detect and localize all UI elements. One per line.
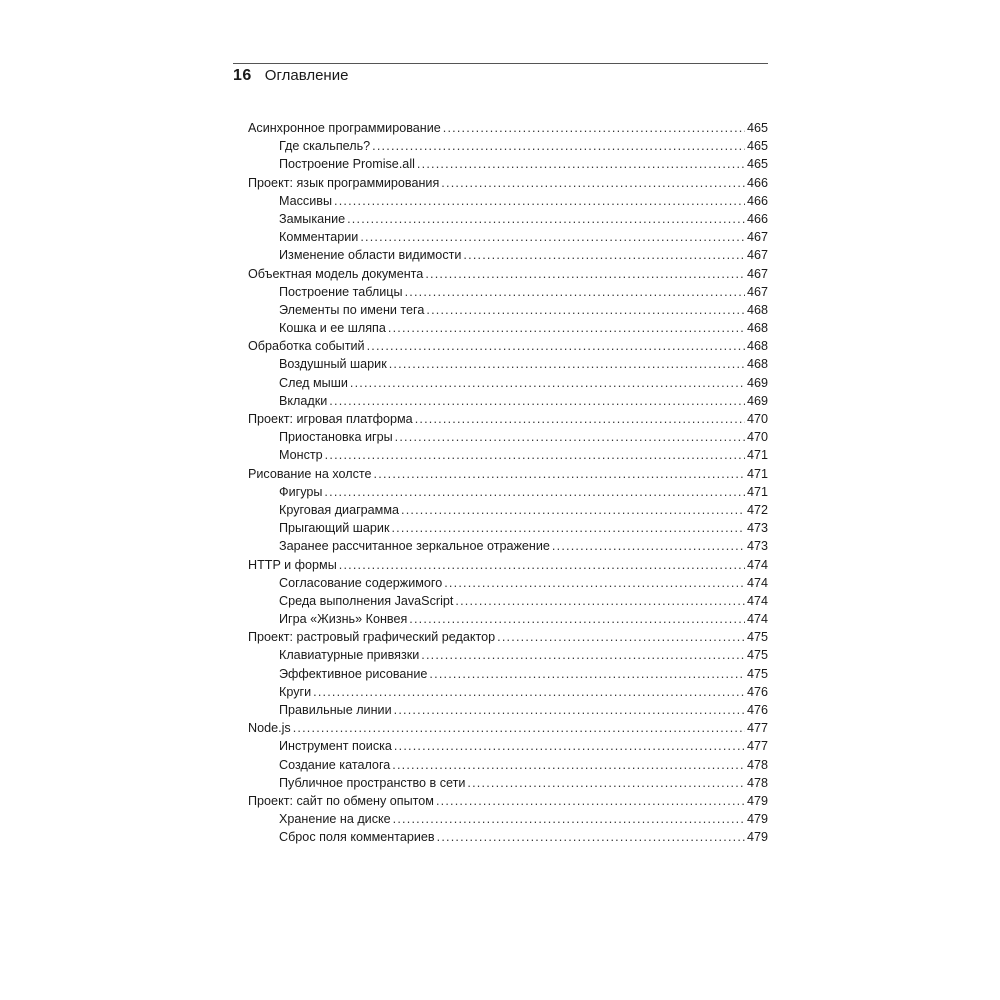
toc-entry-title: Инструмент поиска: [279, 739, 392, 754]
toc-entry-page: 466: [746, 175, 768, 190]
toc-dot-leader: [391, 519, 745, 537]
toc-entry-page: 471: [746, 484, 768, 499]
toc-entry-page: 475: [746, 630, 768, 645]
toc-entry-page: 465: [746, 157, 768, 172]
toc-dot-leader: [394, 737, 745, 755]
toc-section-entry: [248, 392, 768, 410]
toc-entry-page: 474: [746, 612, 768, 627]
page-number: 16: [233, 67, 252, 84]
toc-entry-title: Обработка событий: [248, 339, 365, 354]
toc-entry-title: Построение Promise.all: [279, 157, 415, 172]
toc-dot-leader: [444, 574, 745, 592]
toc-section-entry: [248, 246, 768, 264]
toc-dot-leader: [393, 810, 745, 828]
toc-entry-page: 470: [746, 412, 768, 426]
toc-entry-title: Комментарии: [279, 230, 359, 245]
toc-entry-page: 478: [746, 775, 768, 790]
toc-dot-leader: [437, 828, 745, 846]
toc-dot-leader: [360, 228, 745, 246]
toc-entry-title: Создание каталога: [279, 757, 391, 772]
toc-entry-title: Проект: язык программирования: [248, 175, 440, 190]
toc-dot-leader: [350, 374, 745, 392]
toc-entry-title: Приостановка игры: [279, 430, 393, 445]
toc-entry-page: 477: [746, 739, 768, 754]
toc-dot-leader: [417, 155, 745, 173]
toc-dot-leader: [455, 592, 745, 610]
toc-entry-title: Игра «Жизнь» Конвея: [279, 612, 408, 627]
running-head: [233, 67, 348, 87]
toc-entry-title: Асинхронное программирование: [248, 121, 441, 135]
toc-dot-leader: [552, 537, 745, 555]
toc-entry-title: Проект: растровый графический редактор: [248, 630, 496, 645]
toc-dot-leader: [425, 265, 745, 283]
toc-section-entry: [248, 828, 768, 846]
toc-section-entry: [248, 428, 768, 446]
toc-entry-title: Массивы: [279, 193, 333, 208]
toc-entry-title: Построение таблицы: [279, 284, 403, 299]
toc-dot-leader: [421, 646, 745, 664]
toc-dot-leader: [467, 774, 745, 792]
toc-entry-title: Прыгающий шарик: [279, 521, 390, 536]
toc-section-entry: [248, 210, 768, 228]
toc-section-entry: [248, 228, 768, 246]
toc-dot-leader: [374, 465, 745, 483]
toc-entry-page: 467: [746, 266, 768, 281]
toc-dot-leader: [339, 556, 745, 574]
toc-section-entry: [248, 737, 768, 755]
toc-entry-title: Публичное пространство в сети: [279, 775, 466, 790]
toc-chapter-entry: [248, 719, 768, 737]
toc-entry-page: 466: [746, 193, 768, 208]
toc-chapter-entry: [248, 265, 768, 283]
toc-dot-leader: [392, 756, 745, 774]
toc-entry-page: 467: [746, 284, 768, 299]
toc-chapter-entry: [248, 792, 768, 810]
toc-section-entry: [248, 810, 768, 828]
toc-section-entry: [248, 483, 768, 501]
toc-entry-page: 467: [746, 248, 768, 263]
toc-entry-page: 468: [746, 357, 768, 372]
toc-entry-title: Node.js: [248, 721, 291, 736]
toc-section-entry: [248, 446, 768, 464]
toc-dot-leader: [409, 610, 745, 628]
toc-section-entry: [248, 701, 768, 719]
toc-entry-page: 477: [746, 721, 768, 736]
toc-entry-page: 475: [746, 648, 768, 663]
toc-dot-leader: [334, 192, 745, 210]
toc-entry-title: Согласование содержимого: [279, 575, 443, 590]
toc-section-entry: [248, 574, 768, 592]
toc-entry-title: След мыши: [279, 375, 348, 390]
toc-entry-page: 479: [746, 812, 768, 827]
toc-dot-leader: [388, 319, 745, 337]
toc-entry-title: Вкладки: [279, 393, 328, 408]
toc-entry-title: HTTP и формы: [248, 557, 337, 572]
toc-section-entry: [248, 155, 768, 173]
toc-dot-leader: [426, 301, 745, 319]
toc-entry-page: 469: [746, 393, 768, 408]
toc-entry-page: 467: [746, 230, 768, 245]
toc-entry-page: 474: [746, 575, 768, 590]
toc-entry-title: Хранение на диске: [279, 812, 391, 827]
toc-dot-leader: [313, 683, 745, 701]
toc-entry-title: Монстр: [279, 448, 323, 463]
table-of-contents: [248, 119, 768, 847]
toc-entry-page: 473: [746, 539, 768, 554]
toc-section-entry: [248, 192, 768, 210]
toc-section-entry: [248, 646, 768, 664]
toc-entry-page: 468: [746, 302, 768, 317]
toc-entry-title: Эффективное рисование: [279, 666, 428, 681]
toc-entry-title: Изменение области видимости: [279, 248, 462, 263]
toc-chapter-entry: [248, 119, 768, 137]
toc-chapter-entry: [248, 337, 768, 355]
toc-entry-page: 472: [746, 502, 768, 517]
toc-entry-page: 469: [746, 375, 768, 390]
toc-entry-page: 468: [746, 321, 768, 336]
toc-section-entry: [248, 537, 768, 555]
toc-entry-page: 468: [746, 339, 768, 354]
toc-section-entry: [248, 683, 768, 701]
toc-dot-leader: [443, 119, 745, 137]
toc-entry-page: 474: [746, 593, 768, 608]
toc-section-entry: [248, 665, 768, 683]
toc-dot-leader: [463, 246, 745, 264]
toc-dot-leader: [497, 628, 745, 646]
toc-entry-page: 471: [746, 466, 768, 481]
toc-dot-leader: [329, 392, 745, 410]
toc-chapter-entry: [248, 556, 768, 574]
toc-entry-title: Элементы по имени тега: [279, 302, 425, 317]
toc-dot-leader: [441, 174, 745, 192]
toc-entry-title: Воздушный шарик: [279, 357, 387, 372]
toc-section-entry: [248, 355, 768, 373]
toc-entry-page: 475: [746, 666, 768, 681]
toc-chapter-entry: [248, 628, 768, 646]
toc-dot-leader: [372, 137, 745, 155]
toc-section-entry: [248, 319, 768, 337]
header-rule: [233, 63, 768, 64]
toc-entry-page: 471: [746, 448, 768, 463]
toc-dot-leader: [415, 410, 745, 428]
toc-entry-title: Замыкание: [279, 211, 346, 226]
toc-entry-title: Клавиатурные привязки: [279, 648, 420, 663]
toc-dot-leader: [347, 210, 745, 228]
toc-dot-leader: [401, 501, 745, 519]
toc-entry-title: Круговая диаграмма: [279, 502, 399, 517]
toc-dot-leader: [394, 701, 745, 719]
toc-section-entry: [248, 501, 768, 519]
toc-dot-leader: [389, 355, 745, 373]
toc-entry-title: Рисование на холсте: [248, 466, 372, 481]
toc-section-entry: [248, 592, 768, 610]
toc-entry-page: 474: [746, 557, 768, 572]
toc-dot-leader: [325, 446, 745, 464]
toc-dot-leader: [293, 719, 745, 737]
toc-dot-leader: [405, 283, 745, 301]
toc-entry-title: Сброс поля комментариев: [279, 830, 435, 845]
toc-entry-page: 479: [746, 830, 768, 845]
toc-entry-page: 478: [746, 757, 768, 772]
toc-entry-page: 476: [746, 684, 768, 699]
toc-entry-title: Объектная модель документа: [248, 266, 424, 281]
toc-section-entry: [248, 774, 768, 792]
toc-section-entry: [248, 519, 768, 537]
toc-entry-title: Фигуры: [279, 484, 323, 499]
toc-entry-title: Среда выполнения JavaScript: [279, 593, 454, 608]
toc-section-entry: [248, 756, 768, 774]
toc-entry-title: Круги: [279, 684, 312, 699]
toc-entry-page: 473: [746, 521, 768, 536]
toc-section-entry: [248, 301, 768, 319]
toc-entry-title: Заранее рассчитанное зеркальное отражение: [279, 539, 550, 554]
toc-entry-page: 476: [746, 703, 768, 717]
toc-section-entry: [248, 374, 768, 392]
toc-entry-title: Проект: игровая платформа: [248, 412, 413, 426]
toc-dot-leader: [429, 665, 745, 683]
section-title: Оглавление: [264, 67, 349, 84]
toc-entry-title: Проект: сайт по обмену опытом: [248, 793, 434, 808]
toc-dot-leader: [436, 792, 745, 810]
toc-chapter-entry: [248, 174, 768, 192]
toc-entry-title: Правильные линии: [279, 703, 392, 717]
toc-entry-title: Где скальпель?: [279, 139, 371, 154]
toc-entry-page: 465: [746, 121, 768, 135]
toc-entry-page: 470: [746, 430, 768, 445]
toc-section-entry: [248, 137, 768, 155]
toc-chapter-entry: [248, 410, 768, 428]
toc-entry-title: Кошка и ее шляпа: [279, 321, 386, 336]
toc-dot-leader: [324, 483, 745, 501]
toc-dot-leader: [395, 428, 745, 446]
toc-section-entry: [248, 610, 768, 628]
toc-entry-page: 479: [746, 793, 768, 808]
toc-section-entry: [248, 283, 768, 301]
toc-chapter-entry: [248, 465, 768, 483]
toc-entry-page: 465: [746, 139, 768, 154]
toc-entry-page: 466: [746, 211, 768, 226]
toc-dot-leader: [367, 337, 745, 355]
